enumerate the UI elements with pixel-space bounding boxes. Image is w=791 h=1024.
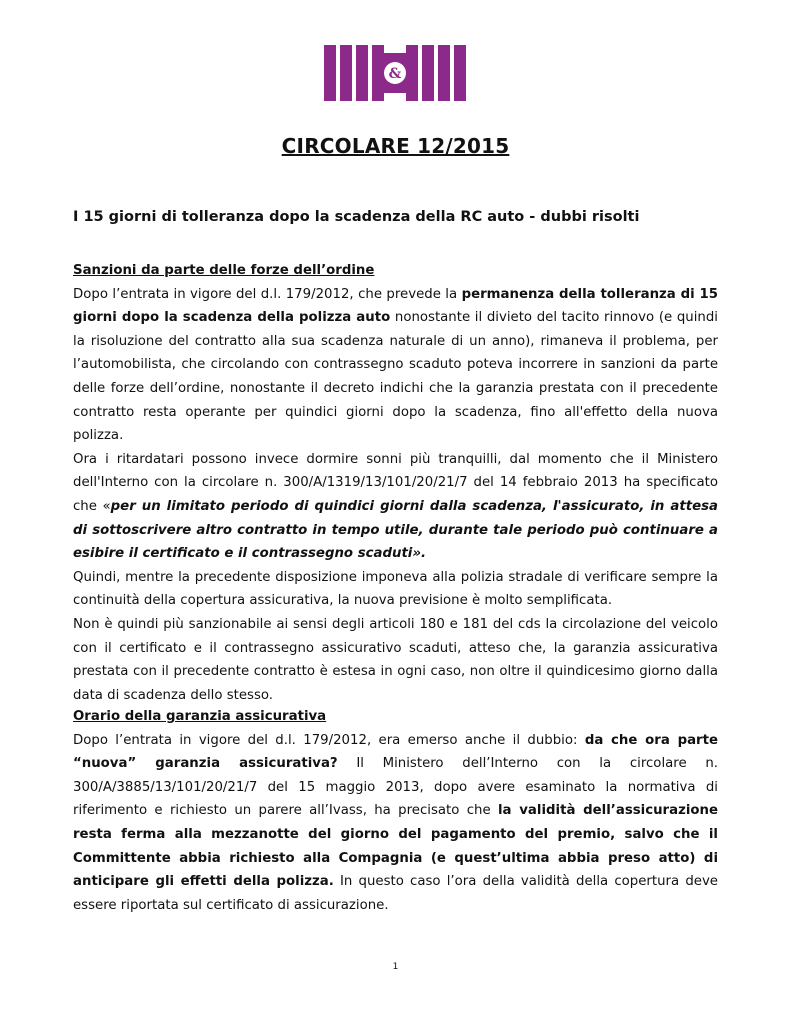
document-subtitle: I 15 giorni di tolleranza dopo la scadenza della RC auto - dubbi risolti (73, 209, 640, 225)
company-logo (324, 45, 466, 101)
paragraph: Ora i ritardatari possono invece dormire sonni più tranquilli, dal momento che il Ministero dell'Interno con la circolare n. 300/A/1319/13/101/20/21/7 del 14 febbraio 2013 ha specificato che «per un limitato periodo di quindici giorni dalla scadenza, l'assicurato, in attesa di sottoscrivere altro contratto in tempo utile, durante tale periodo può continuare a esibire il certificato e il contrassegno scaduti». (73, 451, 718, 562)
section-orario (73, 705, 718, 917)
page-title: CIRCOLARE 12/2015 (281, 134, 510, 158)
paragraph: Quindi, mentre la precedente disposizione imponeva alla polizia stradale di verificare sempre la continuità della copertura assicurativa, la nuova previsione è molto semplificata. (73, 569, 718, 609)
paragraph: Non è quindi più sanzionabile ai sensi degli articoli 180 e 181 del cds la circolazione del veicolo con il certificato e il contrassegno assicurativo scaduti, atteso che, la garanzia assicurativa prestata con il precedente contratto è estesa in ogni caso, non oltre il quindicesimo giorno dalla data di scadenza dello stesso. (73, 616, 718, 703)
paragraph: Dopo l’entrata in vigore del d.l. 179/2012, che prevede la permanenza della tolleranza di 15 giorni dopo la scadenza della polizza auto nonostante il divieto del tacito rinnovo (e quindi la risoluzione del contratto alla sua scadenza naturale di un anno), rimaneva il problema, per l’automobilista, che circolando con contrassegno scaduto poteva incorrere in sanzioni da parte delle forze dell’ordine, nonostante il decreto indichi che la garanzia prestata con il precedente contratto resta operante per quindici giorni dopo la scadenza, fino all'effetto della nuova polizza. (73, 286, 719, 444)
paragraph: Dopo l’entrata in vigore del d.l. 179/2012, era emerso anche il dubbio: da che ora parte “nuova” garanzia assicurativa? Il Ministero dell’Interno con la circolare n. 300/A/3885/13/101/20/21/7 del 15 maggio 2013, dopo avere esaminato la normativa di riferimento e richiesto un parere all’Ivass, ha precisato che la validità dell’assicurazione resta ferma alla mezzanotte del giorno del pagamento del premio, salvo che il Committente abbia richiesto alla Compagnia (e quest’ultima abbia preso atto) di anticipare gli effetti della polizza. In questo caso l’ora della validità della copertura deve essere riportata sul certificato di assicurazione. (73, 732, 719, 913)
section-sanzioni (73, 259, 718, 707)
section-heading: Sanzioni da parte delle forze dell’ordine (73, 263, 375, 278)
page-number: 1 (392, 962, 399, 972)
section-heading: Orario della garanzia assicurativa (73, 709, 327, 724)
svg-text:&: & (388, 66, 402, 82)
